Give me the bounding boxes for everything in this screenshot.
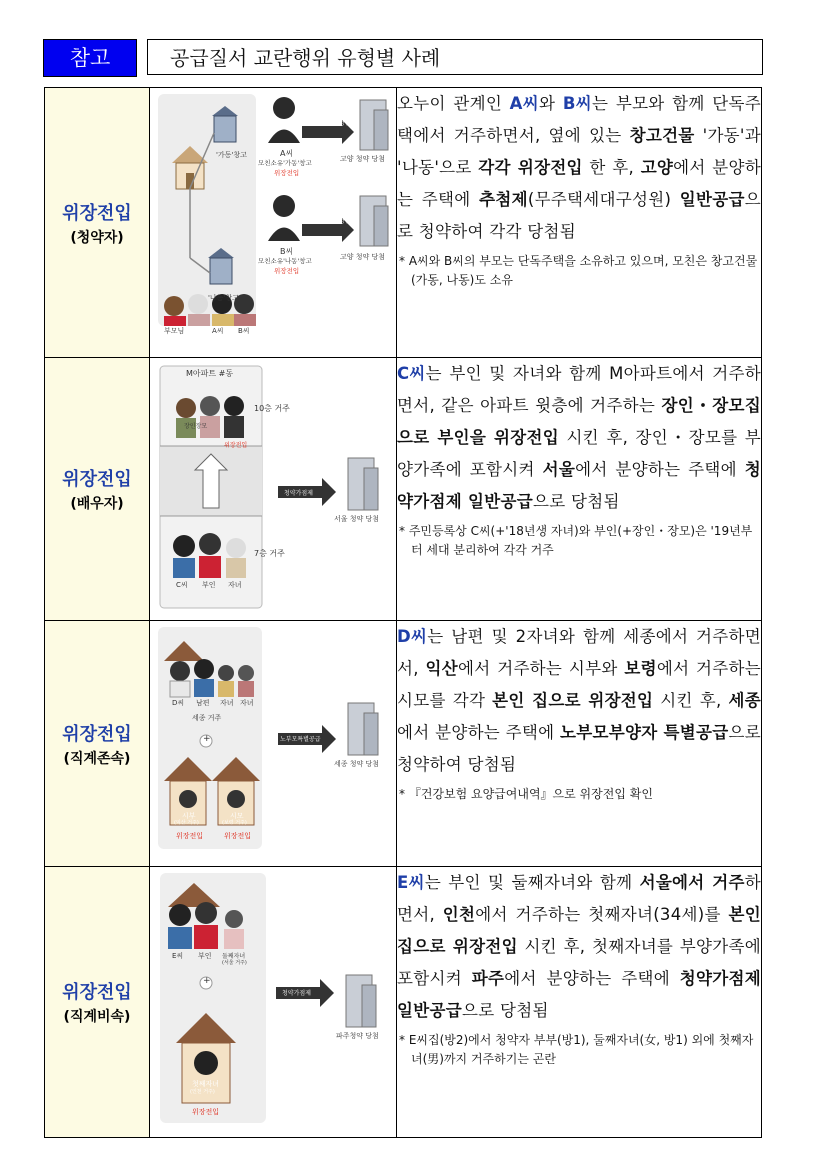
- city-b: 고양 청약 당첨: [340, 253, 386, 261]
- case-text: [397, 358, 762, 621]
- row-label: [45, 88, 150, 358]
- f1-label: 시부: [182, 812, 196, 820]
- k1-label: 자녀: [220, 699, 234, 707]
- label-main: 위장전입: [62, 723, 132, 745]
- kid-label: 자녀: [228, 581, 242, 589]
- tag-a: 무주택세대구성원: [304, 120, 351, 127]
- plus-sign: +: [203, 976, 211, 986]
- label-sub: (배우자): [70, 496, 124, 512]
- s2-label: (보령 거주): [222, 820, 247, 826]
- case-note: * 주민등록상 C씨(+'18년생 자녀)와 부인(+장인・장모)은 '19년부터 세대 분리하여 각각 거주: [399, 524, 753, 557]
- case-note: * A씨와 B씨의 부모는 단독주택을 소유하고 있으며, 모친은 창고건물(가동, 나동)도 소유: [399, 254, 758, 287]
- tag-label: 청약가점제: [282, 990, 311, 997]
- label-sub: (직계비속): [63, 1009, 131, 1025]
- label-sub: (직계존속): [63, 750, 131, 767]
- hus-label: 남편: [196, 699, 210, 707]
- wife-label: 부인: [198, 952, 212, 960]
- p3-label: B씨: [238, 327, 250, 335]
- ga-label: '가동'창고: [216, 151, 247, 159]
- red-b: 위장전입: [274, 267, 300, 275]
- illustration-svg: [150, 88, 396, 353]
- floor7-label: 7층 거주: [254, 549, 285, 558]
- city-a: 고양 청약 당첨: [340, 155, 386, 163]
- header: [43, 39, 765, 77]
- city-label: 파주청약 당첨: [336, 1032, 379, 1040]
- table-row: [45, 867, 762, 1138]
- k2-label: 자녀: [240, 699, 254, 707]
- label-sub: (청약자): [70, 229, 124, 246]
- row-label: [45, 358, 150, 621]
- row-label: [45, 867, 150, 1138]
- page-title: 공급질서 교란행위 유형별 사례: [147, 39, 763, 75]
- red-label: 위장전입: [192, 1108, 220, 1116]
- city-label: 서울 청약 당첨: [334, 515, 380, 523]
- cap-a: 모친소유'가동'창고: [258, 159, 312, 167]
- plus-sign: +: [203, 734, 211, 744]
- case-note: * E씨집(방2)에서 청약자 부부(방1), 둘째자녀(女, 방1) 외에 첫째자녀(男)까지 거주하기는 곤란: [399, 1033, 754, 1066]
- illustration-svg: [150, 867, 396, 1133]
- red1-label: 위장전입: [176, 832, 204, 840]
- label-main: 위장전입: [62, 469, 132, 490]
- b-label: B씨: [280, 247, 294, 256]
- red-label: 위장전입: [224, 442, 248, 449]
- a-label: A씨: [280, 149, 294, 158]
- case-body: C씨는 부인 및 자녀와 함께 M아파트에서 거주하면서, 같은 아파트 윗층에 거주하는 장인・장모집으로 부인을 위장전입 시킨 후, 장인・장모를 부양가족에 포함시켜 서울에서 분양하는 주택에 청약가점제 일반공급으로 당첨됨: [397, 364, 761, 511]
- label-main: 위장전입: [62, 982, 132, 1003]
- apt-label: M아파트 #동: [186, 369, 234, 378]
- red2-label: 위장전입: [224, 832, 252, 840]
- tag-b: 무주택세대구성원: [304, 218, 351, 225]
- k1-label: 첫째자녀: [192, 1080, 220, 1088]
- cases-table: [44, 87, 762, 1138]
- case-body: E씨는 부인 및 둘째자녀와 함께 서울에서 거주하면서, 인천에서 거주하는 첫째자녀(34세)를 본인 집으로 위장전입 시킨 후, 첫째자녀를 부양가족에 포함시켜 파주에서 분양하는 주택에 청약가점제 일반공급으로 당첨됨: [397, 873, 761, 1020]
- d-label: D씨: [172, 699, 185, 707]
- table-row: [45, 88, 762, 358]
- case-body: 오누이 관계인 A씨와 B씨는 부모와 함께 단독주택에서 거주하면서, 옆에 있는 창고건물 '가동'과 '나동'으로 각각 위장전입 한 후, 고양에서 분양하는 주택에 추첨제(무주택세대구성원) 일반공급으로 청약하여 각각 당첨됨: [397, 94, 762, 241]
- f2-label: 시모: [230, 812, 244, 820]
- illustration-3: [150, 621, 397, 867]
- city-label: 세종 청약 당첨: [334, 760, 380, 768]
- top-label: 장인장모: [184, 423, 208, 430]
- illustration-1: [150, 88, 397, 358]
- illustration-svg: [150, 358, 396, 616]
- k2-label: 둘째자녀: [222, 953, 246, 960]
- c-label: C씨: [176, 581, 188, 589]
- floor10-label: 10층 거주: [254, 404, 290, 413]
- reference-tag: 참고: [43, 39, 137, 77]
- home-label: 세종 거주: [192, 714, 222, 722]
- wife-label: 부인: [202, 581, 216, 589]
- illustration-2: [150, 358, 397, 621]
- case-note: * 『건강보험 요양급여내역』으로 위장전입 확인: [399, 787, 653, 801]
- na-label: '나동'창고: [208, 294, 239, 302]
- case-body: D씨는 남편 및 2자녀와 함께 세종에서 거주하면서, 익산에서 거주하는 시부와 보령에서 거주하는 시모를 각각 본인 집으로 위장전입 시킨 후, 세종에서 분양하는 주택에 노부모부양자 특별공급으로 청약하여 당첨됨: [397, 627, 761, 774]
- illustration-4: [150, 867, 397, 1138]
- case-text: [397, 621, 762, 867]
- p2-label: A씨: [212, 327, 224, 335]
- table-row: [45, 621, 762, 867]
- p1-label: 부모님: [164, 327, 185, 335]
- case-text: [397, 88, 762, 358]
- case-text: [397, 867, 762, 1138]
- cap-b: 모친소유'나동'창고: [258, 257, 312, 265]
- table-row: [45, 358, 762, 621]
- tag-label: 청약가점제: [284, 490, 313, 497]
- k2s-label: (서울 거주): [222, 960, 247, 966]
- red-a: 위장전입: [274, 169, 300, 177]
- k1s-label: (인천 거주): [190, 1089, 215, 1095]
- s1-label: (익산 거주): [174, 820, 199, 826]
- label-main: 위장전입: [62, 202, 132, 224]
- row-label: [45, 621, 150, 867]
- e-label: E씨: [172, 952, 184, 960]
- tag-label: 노부모특별공급: [280, 736, 321, 743]
